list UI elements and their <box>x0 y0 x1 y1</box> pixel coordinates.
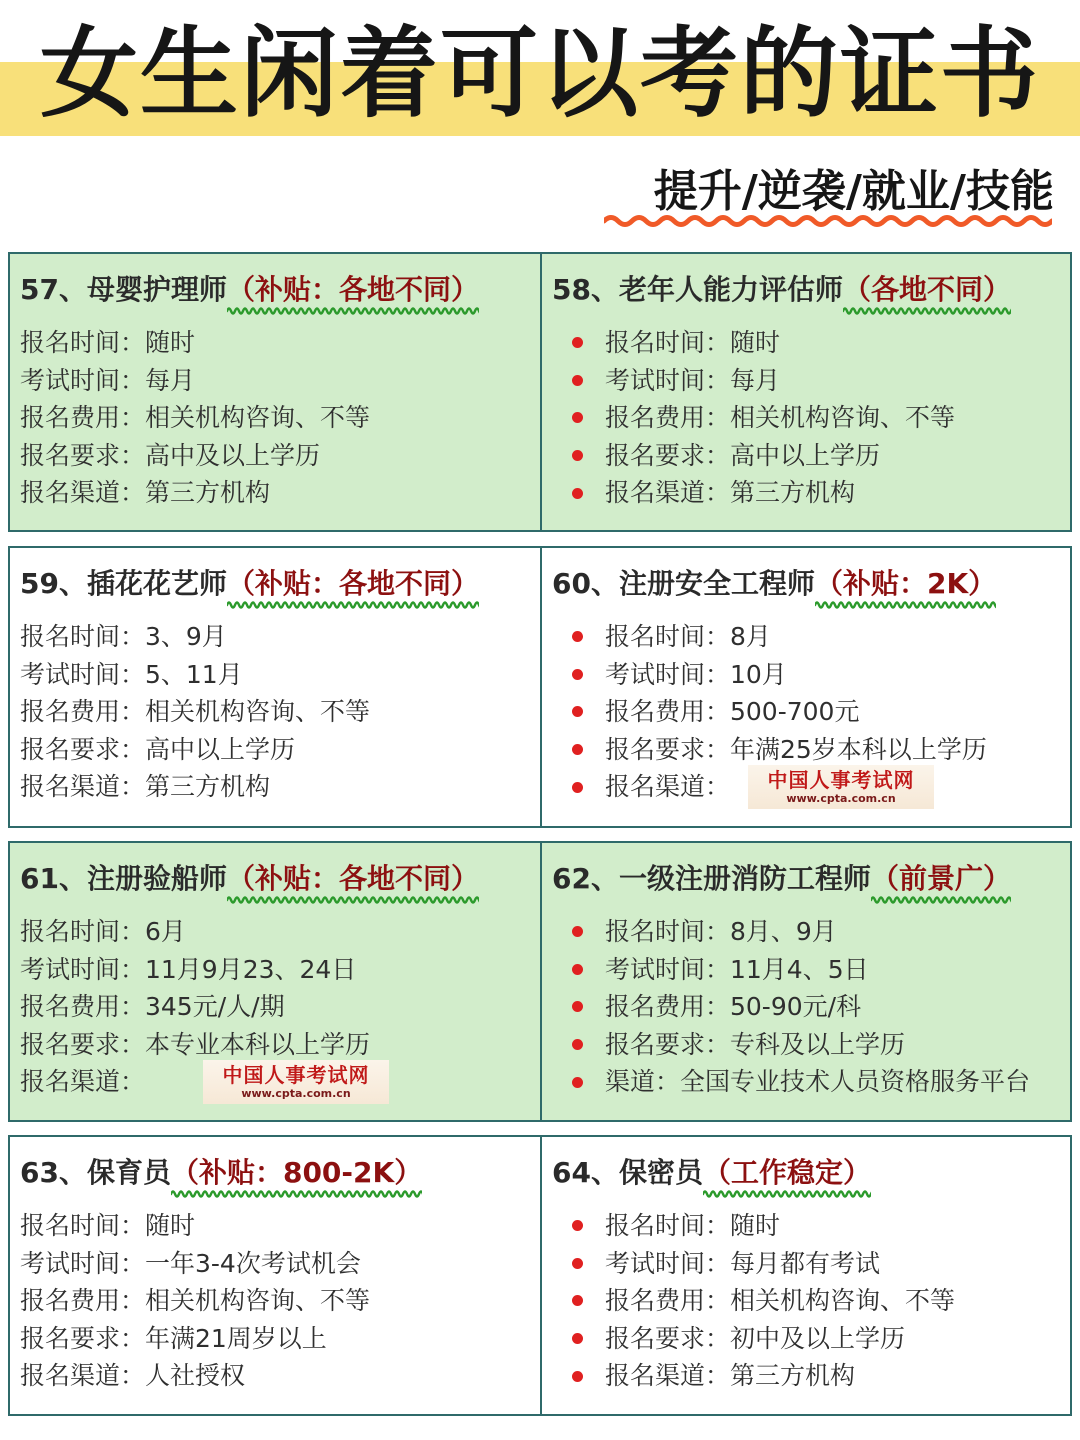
card-detail-list <box>562 1207 955 1395</box>
card-title <box>20 562 479 606</box>
cert-card-62 <box>540 843 1070 1120</box>
card-row-4 <box>8 1135 1072 1416</box>
card-tag-text: （补贴：各地不同） <box>226 862 479 895</box>
detail-exam-time <box>562 362 955 400</box>
detail-text: 报名费用：500-700元 <box>605 697 860 727</box>
detail-text: 报名时间：随时 <box>605 1211 781 1240</box>
bullet-dot-icon <box>572 744 583 755</box>
detail-text: 报名渠道： <box>20 1067 146 1097</box>
detail-text: 报名渠道： <box>605 772 731 802</box>
detail-text: 报名要求：年满25岁本科以上学历 <box>605 734 987 764</box>
cpta-logo-cn: 中国人事考试网 <box>767 768 915 793</box>
bullet-dot-icon <box>572 450 583 461</box>
card-title <box>20 268 479 312</box>
tag-wavy-underline <box>703 1189 871 1199</box>
bullet-dot-icon <box>572 669 583 680</box>
card-tag-text: （补贴：800-2K） <box>170 1156 423 1189</box>
card-title <box>20 1151 422 1195</box>
card-tag <box>227 857 479 901</box>
card-tag <box>227 562 479 606</box>
card-detail-list <box>562 618 987 806</box>
detail-signup-time <box>562 913 1030 951</box>
bullet-dot-icon <box>572 782 583 793</box>
cert-card-61 <box>10 843 540 1120</box>
cpta-logo <box>203 1060 389 1104</box>
detail-fee <box>562 399 955 437</box>
card-title <box>552 857 1011 901</box>
bullet-dot-icon <box>572 1001 583 1012</box>
cert-card-63 <box>10 1137 540 1414</box>
detail-fee: 报名费用：相关机构咨询、不等 <box>20 403 371 433</box>
tag-wavy-underline <box>815 600 996 610</box>
subtitle-wavy-underline <box>604 214 1052 228</box>
cpta-logo-cn: 中国人事考试网 <box>222 1063 370 1088</box>
card-detail-list <box>20 324 370 512</box>
page-title: 女生闲着可以考的证书 <box>39 17 1040 131</box>
card-tag <box>227 268 479 312</box>
detail-exam-time: 考试时间：5、11月 <box>20 659 243 689</box>
card-title-text: 58、老年人能力评估师 <box>552 273 843 306</box>
detail-text: 报名要求：初中及以上学历 <box>605 1323 906 1353</box>
card-title-text: 57、母婴护理师 <box>20 273 227 306</box>
detail-requirement: 报名要求：年满21周岁以上 <box>20 1323 327 1353</box>
detail-fee <box>562 1282 955 1320</box>
card-row-3 <box>8 841 1072 1122</box>
card-tag <box>871 857 1011 901</box>
detail-exam-time: 考试时间：11月9月23、24日 <box>20 954 357 984</box>
detail-exam-time <box>562 951 1030 989</box>
detail-channel: 报名渠道：第三方机构 <box>20 772 271 802</box>
detail-requirement <box>562 1026 1030 1064</box>
detail-channel <box>562 1063 1030 1101</box>
detail-requirement: 报名要求：高中以上学历 <box>20 734 296 764</box>
card-tag-text: （各地不同） <box>842 273 1011 306</box>
card-tag <box>843 268 1011 312</box>
bullet-dot-icon <box>572 1220 583 1231</box>
detail-fee <box>562 693 987 731</box>
bullet-dot-icon <box>572 1371 583 1382</box>
cert-card-59 <box>10 548 540 826</box>
card-title <box>20 857 479 901</box>
bullet-dot-icon <box>572 631 583 642</box>
cert-card-60 <box>540 548 1070 826</box>
cpta-logo <box>748 765 934 809</box>
detail-text: 报名费用：相关机构咨询、不等 <box>605 403 956 433</box>
detail-text: 报名渠道：第三方机构 <box>605 1361 856 1391</box>
detail-exam-time: 考试时间：每月 <box>20 365 196 395</box>
detail-signup-time: 报名时间：随时 <box>20 1211 196 1240</box>
detail-channel: 报名渠道：第三方机构 <box>20 478 271 508</box>
cert-card-58 <box>540 254 1070 530</box>
detail-signup-time: 报名时间：6月 <box>20 917 186 946</box>
bullet-dot-icon <box>572 412 583 423</box>
tag-wavy-underline <box>227 895 479 905</box>
card-title-text: 63、保育员 <box>20 1156 171 1189</box>
tag-wavy-underline <box>171 1189 422 1199</box>
detail-exam-time <box>562 656 987 694</box>
detail-requirement <box>562 437 955 475</box>
card-tag-text: （工作稳定） <box>702 1156 871 1189</box>
detail-requirement: 报名要求：本专业本科以上学历 <box>20 1029 371 1059</box>
bullet-dot-icon <box>572 1295 583 1306</box>
card-tag-text: （补贴：各地不同） <box>226 273 479 306</box>
detail-text: 考试时间：10月 <box>605 659 787 689</box>
bullet-dot-icon <box>572 1333 583 1344</box>
card-title-text: 61、注册验船师 <box>20 862 227 895</box>
card-detail-list <box>20 913 389 1101</box>
detail-text: 报名要求：专科及以上学历 <box>605 1029 906 1059</box>
detail-signup-time: 报名时间：随时 <box>20 328 196 357</box>
bullet-dot-icon <box>572 706 583 717</box>
card-title-text: 62、一级注册消防工程师 <box>552 862 871 895</box>
detail-fee: 报名费用：相关机构咨询、不等 <box>20 1286 371 1316</box>
detail-text: 报名费用：50-90元/科 <box>605 992 862 1022</box>
detail-exam-time: 考试时间：一年3-4次考试机会 <box>20 1248 361 1278</box>
cert-card-64 <box>540 1137 1070 1414</box>
detail-text: 考试时间：11月4、5日 <box>605 954 869 984</box>
card-detail-list <box>20 1207 370 1395</box>
detail-signup-time <box>562 1207 955 1245</box>
detail-channel <box>562 768 987 806</box>
card-title <box>552 268 1011 312</box>
card-row-2 <box>8 546 1072 828</box>
page-subtitle: 提升/逆袭/就业/技能 <box>653 166 1054 217</box>
card-detail-list <box>562 324 955 512</box>
detail-text: 渠道：全国专业技术人员资格服务平台 <box>605 1067 1031 1097</box>
cpta-logo-url: www.cpta.com.cn <box>241 1087 351 1101</box>
detail-fee: 报名费用：相关机构咨询、不等 <box>20 697 371 727</box>
card-title-text: 59、插花花艺师 <box>20 567 227 600</box>
detail-fee <box>562 988 1030 1026</box>
bullet-dot-icon <box>572 375 583 386</box>
detail-signup-time: 报名时间：3、9月 <box>20 622 227 651</box>
detail-text: 报名时间：随时 <box>605 328 781 357</box>
tag-wavy-underline <box>871 895 1011 905</box>
detail-channel <box>20 1063 389 1101</box>
cert-card-57 <box>10 254 540 530</box>
card-row-1 <box>8 252 1072 532</box>
card-tag <box>703 1151 871 1195</box>
card-tag-text: （补贴：各地不同） <box>226 567 479 600</box>
bullet-dot-icon <box>572 964 583 975</box>
detail-text: 报名时间：8月、9月 <box>605 917 837 946</box>
detail-text: 报名费用：相关机构咨询、不等 <box>605 1286 956 1316</box>
detail-exam-time <box>562 1245 955 1283</box>
cpta-logo-url: www.cpta.com.cn <box>786 792 896 806</box>
detail-text: 考试时间：每月 <box>605 365 781 395</box>
card-title-text: 60、注册安全工程师 <box>552 567 815 600</box>
bullet-dot-icon <box>572 337 583 348</box>
tag-wavy-underline <box>227 306 479 316</box>
detail-channel <box>562 1357 955 1395</box>
detail-fee: 报名费用：345元/人/期 <box>20 992 285 1022</box>
bullet-dot-icon <box>572 1077 583 1088</box>
detail-signup-time <box>562 618 987 656</box>
detail-requirement <box>562 1320 955 1358</box>
card-tag-text: （前景广） <box>870 862 1011 895</box>
card-detail-list <box>20 618 370 806</box>
detail-text: 考试时间：每月都有考试 <box>605 1248 881 1278</box>
bullet-dot-icon <box>572 1039 583 1050</box>
tag-wavy-underline <box>227 600 479 610</box>
detail-requirement <box>562 731 987 769</box>
card-title-text: 64、保密员 <box>552 1156 703 1189</box>
bullet-dot-icon <box>572 1258 583 1269</box>
detail-text: 报名要求：高中以上学历 <box>605 440 881 470</box>
card-detail-list <box>562 913 1030 1101</box>
detail-text: 报名时间：8月 <box>605 622 771 651</box>
detail-text: 报名渠道：第三方机构 <box>605 478 856 508</box>
detail-channel <box>562 474 955 512</box>
card-title <box>552 1151 871 1195</box>
detail-signup-time <box>562 324 955 362</box>
detail-channel: 报名渠道：人社授权 <box>20 1361 246 1391</box>
card-tag-text: （补贴：2K） <box>814 567 997 600</box>
card-tag <box>171 1151 422 1195</box>
card-title <box>552 562 996 606</box>
tag-wavy-underline <box>843 306 1011 316</box>
bullet-dot-icon <box>572 926 583 937</box>
bullet-dot-icon <box>572 488 583 499</box>
card-tag <box>815 562 996 606</box>
detail-requirement: 报名要求：高中及以上学历 <box>20 440 321 470</box>
